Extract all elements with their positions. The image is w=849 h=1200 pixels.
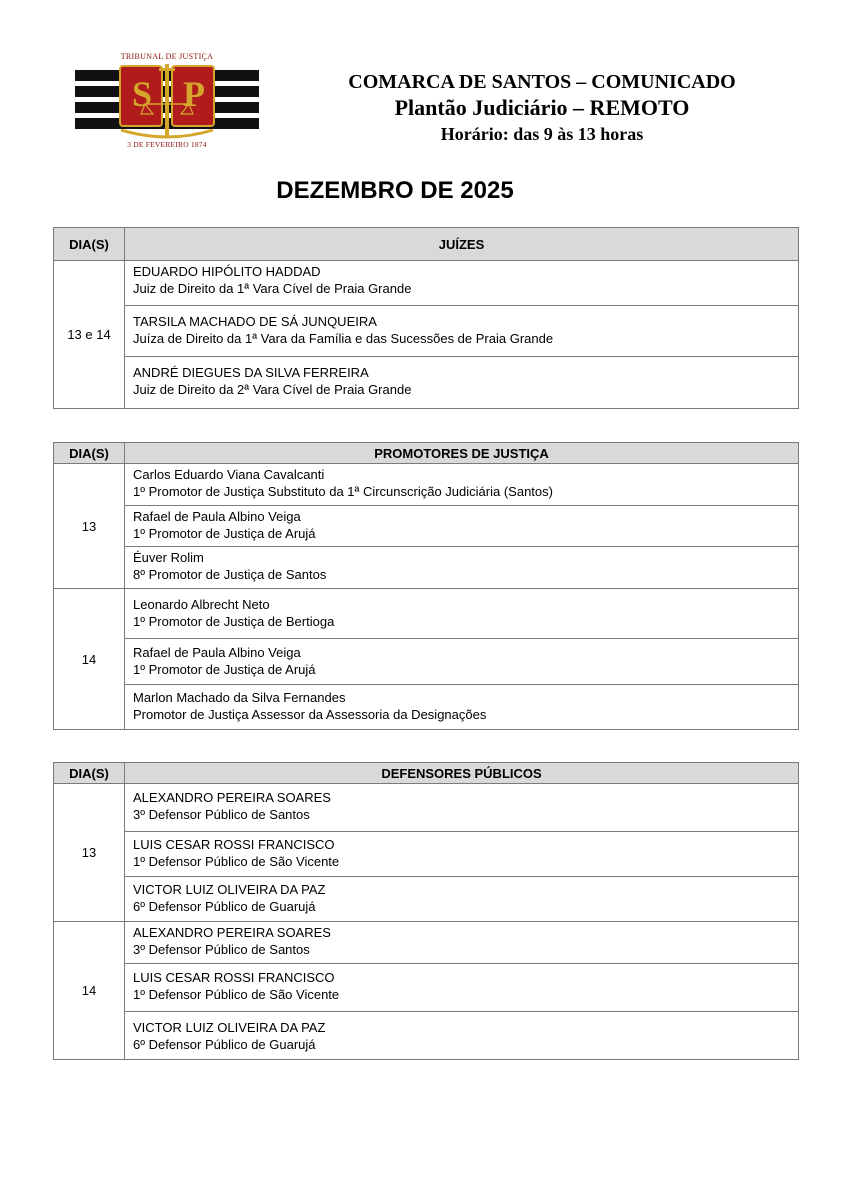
person-name: Marlon Machado da Silva Fernandes: [133, 690, 346, 705]
person-name: LUIS CESAR ROSSI FRANCISCO: [133, 837, 335, 852]
person-cell: [125, 261, 799, 306]
table-row: [54, 784, 799, 832]
person-cell: [125, 306, 799, 357]
person-role: 1º Promotor de Justiça de Arujá: [133, 661, 316, 677]
day-cell: 13 e 14: [54, 261, 125, 409]
person-role: 1º Defensor Público de São Vicente: [133, 853, 340, 869]
person-cell: [125, 547, 799, 589]
document-heading: [300, 70, 784, 146]
column-header-defenders: DEFENSORES PÚBLICOS: [125, 763, 799, 784]
table-row: [54, 877, 799, 922]
person-name: Rafael de Paula Albino Veiga: [133, 509, 301, 524]
person-role: 6º Defensor Público de Guarujá: [133, 1036, 316, 1052]
person-name: EDUARDO HIPÓLITO HADDAD: [133, 264, 321, 279]
person-name: TARSILA MACHADO DE SÁ JUNQUEIRA: [133, 314, 377, 329]
table-row: [54, 685, 799, 730]
heading-line-1: COMARCA DE SANTOS – COMUNICADO: [348, 71, 736, 93]
heading-line-2: Plantão Judiciário – REMOTO: [394, 95, 690, 120]
person-role: Promotor de Justiça Assessor da Assessoria da Designações: [133, 706, 487, 722]
person-cell: [125, 589, 799, 639]
logo-top-text: TRIBUNAL DE JUSTIÇA: [120, 52, 214, 61]
tjsp-logo: [75, 52, 259, 152]
person-cell: [125, 464, 799, 506]
column-header-days: DIA(S): [54, 763, 125, 784]
person-name: ANDRÉ DIEGUES DA SILVA FERREIRA: [133, 365, 369, 380]
person-cell: [125, 964, 799, 1012]
person-role: 3º Defensor Público de Santos: [133, 806, 310, 822]
logo-bottom-text: 3 DE FEVEREIRO 1874: [127, 140, 207, 149]
person-name: VICTOR LUIZ OLIVEIRA DA PAZ: [133, 1020, 326, 1035]
person-role: 1º Promotor de Justiça de Bertioga: [133, 613, 335, 629]
table-header-row: [54, 443, 799, 464]
month-title: DEZEMBRO DE 2025: [276, 177, 514, 204]
table-header-row: [54, 763, 799, 784]
person-role: 1º Defensor Público de São Vicente: [133, 986, 340, 1002]
day-cell: 14: [54, 589, 125, 730]
column-header-days: DIA(S): [54, 443, 125, 464]
person-cell: [125, 877, 799, 922]
person-name: LUIS CESAR ROSSI FRANCISCO: [133, 970, 335, 985]
person-cell: [125, 832, 799, 877]
person-name: Éuver Rolim: [133, 550, 204, 565]
person-role: 3º Defensor Público de Santos: [133, 941, 310, 957]
person-role: Juiz de Direito da 1ª Vara Cível de Praia Grande: [133, 280, 412, 296]
table-header-row: [54, 228, 799, 261]
day-cell: 14: [54, 922, 125, 1060]
table-row: [54, 306, 799, 357]
table-row: [54, 964, 799, 1012]
person-name: ALEXANDRO PEREIRA SOARES: [133, 925, 331, 940]
column-header-prosecutors: PROMOTORES DE JUSTIÇA: [125, 443, 799, 464]
table-row: [54, 589, 799, 639]
person-name: Rafael de Paula Albino Veiga: [133, 645, 301, 660]
column-header-judges: JUÍZES: [125, 228, 799, 261]
person-cell: [125, 639, 799, 685]
table-row: [54, 1012, 799, 1060]
table-row: [54, 547, 799, 589]
person-cell: [125, 506, 799, 547]
column-header-days: DIA(S): [54, 228, 125, 261]
logo-letter-s: S: [131, 74, 153, 114]
person-role: 8º Promotor de Justiça de Santos: [133, 566, 327, 582]
coat-of-arms-icon: [75, 64, 259, 142]
person-cell: [125, 784, 799, 832]
day-cell: 13: [54, 464, 125, 589]
table-row: [54, 464, 799, 506]
person-role: Juiz de Direito da 2ª Vara Cível de Praia Grande: [133, 381, 412, 397]
person-role: 1º Promotor de Justiça Substituto da 1ª Circunscrição Judiciária (Santos): [133, 483, 553, 499]
heading-line-3: Horário: das 9 às 13 horas: [440, 124, 644, 144]
prosecutors-table: [53, 442, 799, 730]
table-row: [54, 922, 799, 964]
person-name: ALEXANDRO PEREIRA SOARES: [133, 790, 331, 805]
table-row: [54, 261, 799, 306]
person-cell: [125, 685, 799, 730]
person-name: Leonardo Albrecht Neto: [133, 597, 270, 612]
table-row: [54, 832, 799, 877]
person-name: VICTOR LUIZ OLIVEIRA DA PAZ: [133, 882, 326, 897]
person-cell: [125, 1012, 799, 1060]
person-cell: [125, 357, 799, 409]
table-row: [54, 506, 799, 547]
person-role: 6º Defensor Público de Guarujá: [133, 898, 316, 914]
table-row: [54, 357, 799, 409]
table-row: [54, 639, 799, 685]
judges-table: [53, 227, 799, 409]
person-cell: [125, 922, 799, 964]
day-cell: 13: [54, 784, 125, 922]
public-defenders-table: [53, 762, 799, 1060]
person-name: Carlos Eduardo Viana Cavalcanti: [133, 467, 325, 482]
person-role: Juíza de Direito da 1ª Vara da Família e das Sucessões de Praia Grande: [133, 330, 554, 346]
logo-letter-p: P: [183, 74, 205, 114]
person-role: 1º Promotor de Justiça de Arujá: [133, 525, 316, 541]
